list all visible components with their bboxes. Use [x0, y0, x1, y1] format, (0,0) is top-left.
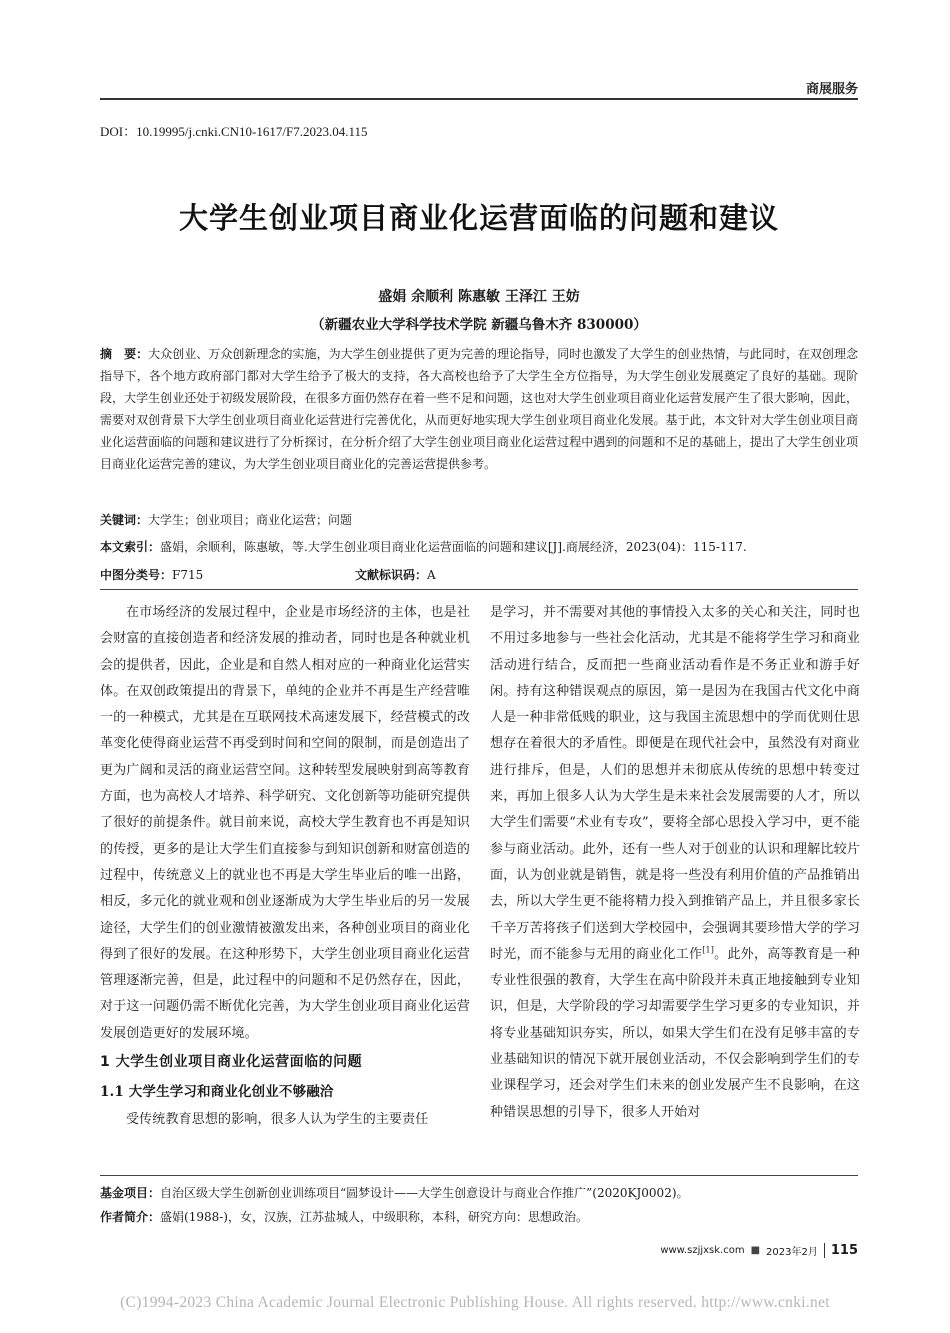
doi[interactable]: DOI：10.19995/j.cnki.CN10-1617/F7.2023.04.115: [100, 124, 368, 139]
section-heading: 1 大学生创业项目商业化运营面临的问题: [100, 1054, 363, 1071]
footer-date: 2023年2月: [766, 1247, 818, 1258]
document-code: [355, 566, 436, 583]
page-footer: [660, 1243, 858, 1258]
body-paragraph: [490, 600, 860, 1126]
footnote-rule: [100, 1175, 858, 1176]
funding-label: 基金项目：: [100, 1186, 161, 1200]
header-rule: [100, 98, 858, 100]
authors: 盛娟 余顺利 陈惠敏 王泽江 王妨: [378, 289, 580, 305]
body-paragraph: 受传统教育思想的影响，很多人认为学生的主要责任: [126, 1112, 429, 1128]
article-title: 大学生创业项目商业化运营面临的问题和建议: [178, 201, 779, 235]
author-bio: [100, 1208, 588, 1225]
page-number: 115: [824, 1243, 858, 1258]
classification: [100, 566, 858, 584]
footer-separator-icon: ■: [750, 1245, 761, 1256]
abstract: [100, 343, 858, 475]
citation-reference[interactable]: [1]: [702, 945, 715, 955]
subsection-heading: 1.1 大学生学习和商业化创业不够融洽: [100, 1084, 334, 1101]
classification-label: 中图分类号：: [100, 568, 173, 582]
body-paragraph: 在市场经济的发展过程中，企业是市场经济的主体，也是社会财富的直接创造者和经济发展的推动者，同时也是各种就业机会的提供者，因此，企业是和自然人相对应的一种商业化运营实体。在双创政策提出的背景下，单纯的企业并不再是生产经营唯一的一种模式，尤其是在互联网技术高速发展下，经营模式的改革变化使得商业运营不再受到时间和空间的限制，而是创造出了更为广阔和灵活的商业运营空间。这种转型发展映射到高等教育方面，也为高校人才培养、科学研究、文化创新等功能研究提供了很好的前提条件。就目前来说，高校大学生教育也不再是知识的传授，更多的是让大学生们直接参与到知识创新和财富创造的过程中，传统意义上的就业也不再是大学生毕业后的唯一出路，相反，多元化的就业观和创业逐渐成为大学生毕业后的另一发展途径，大学生们的创业激情被激发出来，各种创业项目的商业化得到了很好的发展。在这种形势下，大学生创业项目商业化运营管理逐渐完善，但是，此过程中的问题和不足仍然存在，因此，对于这一问题仍需不断优化完善，为大学生创业项目商业化运营发展创造更好的发展环境。: [100, 605, 470, 1041]
abstract-label: 摘 要：: [100, 347, 149, 361]
body-text: 是学习，并不需要对其他的事情投入太多的关心和关注，同时也不用过多地参与一些社会化活动，尤其是不能将学生学习和商业活动进行结合，反而把一些商业活动看作是不务正业和游手好闲。持有这种错误观点的原因，第一是因为在我国古代文化中商人是一种非常低贱的职业，这与我国主流思想中的学而优则仕思想存在着很大的矛盾性。即便是在现代社会中，虽然没有对商业进行排斥，但是，人们的思想并未彻底从传统的思想中转变过来，再加上很多人认为大学生是未来社会发展需要的人才，所以大学生们需要“术业有专攻”，要将全部心思投入学习中，更不能参与商业活动。此外，还有一些人对于创业的认识和理解比较片面，认为创业就是销售，就是将一些没有利用价值的产品推销出去，所以大学生更不能将精力投入到推销产品上，并且很多家长千辛万苦将孩子们送到大学校园中，会强调其要珍惜大学的学习时光，而不能参与无用的商业化工作: [490, 605, 860, 962]
meta-rule: [100, 589, 858, 590]
body-right-column: [490, 600, 860, 1126]
keywords-label: 关键词：: [100, 513, 149, 527]
body-left-column: [100, 600, 470, 1133]
citation-label: 本文索引：: [100, 540, 161, 554]
author-bio-text: 盛娟(1988-)，女，汉族，江苏盐城人，中级职称，本科，研究方向：思想政治。: [160, 1210, 588, 1224]
footer-website[interactable]: www.szjjxsk.com: [660, 1245, 745, 1256]
abstract-text: 大众创业、万众创新理念的实施，为大学生创业提供了更为完善的理论指导，同时也激发了大学生的创业热情，与此同时，在双创理念指导下，各个地方政府部门都对大学生给予了极大的支持，各大高校也给予了大学生全方位指导，为大学生创业发展奠定了良好的基础。现阶段，大学生创业还处于初级发展阶段，在很多方面仍然存在着一些不足和问题，这也对大学生创业项目商业化运营发展产生了很大影响，因此，需要对双创背景下大学生创业项目商业化运营进行完善优化，从而更好地实现大学生创业项目商业化发展。基于此，本文针对大学生创业项目商业化运营面临的问题和建议进行了分析探讨，在分析介绍了大学生创业项目商业化运营过程中遇到的问题和不足的基础上，提出了大学生创业项目商业化运营完善的建议，为大学生创业项目商业化的完善运营提供参考。: [100, 347, 858, 471]
body-text: 。此外，高等教育是一种专业性很强的教育，大学生在高中阶段并未真正地接触到专业知识，但是，大学阶段的学习却需要学生学习更多的专业知识，并将专业基础知识夯实，所以，如果大学生们在没有足够丰富的专业基础知识的情况下就开展创业活动，不仅会影响到学生们的专业课程学习，还会对学生们未来的创业发展产生不良影响，在这种错误思想的引导下，很多人开始对: [490, 946, 860, 1120]
funding-text: 自治区级大学生创新创业训练项目“圆梦设计——大学生创意设计与商业合作推广”(2020KJ0002)。: [160, 1186, 689, 1200]
journal-name: 商展服务: [805, 82, 858, 97]
document-code-label: 文献标识码：: [355, 568, 428, 582]
classification-value: F715: [172, 568, 204, 582]
document-code-value: A: [427, 568, 436, 582]
keywords-text: 大学生；创业项目；商业化运营；问题: [148, 513, 353, 527]
copyright-notice: (C)1994-2023 China Academic Journal Electronic Publishing House. All rights reserved. http://www.cnki.net: [120, 1294, 830, 1311]
citation-text: 盛娟，余顺利，陈惠敏，等.大学生创业项目商业化运营面临的问题和建议[J].商展经济，2023(04)：115-117.: [160, 540, 747, 554]
funding: [100, 1184, 689, 1201]
keywords: [100, 511, 858, 529]
author-bio-label: 作者简介：: [100, 1210, 161, 1224]
citation: [100, 538, 858, 556]
affiliation: （新疆农业大学科学技术学院 新疆乌鲁木齐 830000）: [311, 317, 647, 333]
